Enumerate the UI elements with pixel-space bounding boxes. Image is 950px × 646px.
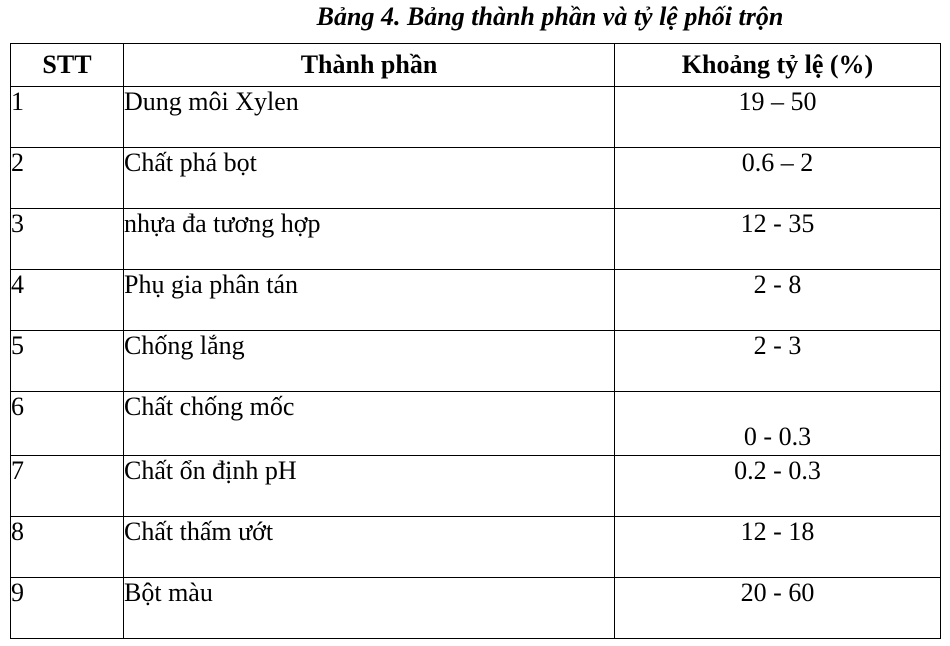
row-number: 7: [11, 456, 124, 517]
table-header-row: [11, 44, 941, 87]
ratio-range: 20 - 60: [615, 578, 941, 639]
component-name: Phụ gia phân tán: [124, 270, 615, 331]
component-name: Dung môi Xylen: [124, 87, 615, 148]
component-name: Chất chống mốc: [124, 392, 615, 456]
component-name: Chất phá bọt: [124, 148, 615, 209]
row-number: 6: [11, 392, 124, 456]
ratio-range: 0 - 0.3: [615, 392, 941, 456]
table-row: [11, 87, 941, 148]
table-row: [11, 392, 941, 456]
column-header-component: Thành phần: [124, 44, 615, 87]
ratio-range: 12 - 35: [615, 209, 941, 270]
component-name: nhựa đa tương hợp: [124, 209, 615, 270]
table-row: [11, 270, 941, 331]
table-row: [11, 517, 941, 578]
row-number: 2: [11, 148, 124, 209]
component-name: Chất ổn định pH: [124, 456, 615, 517]
ratio-range: 2 - 3: [615, 331, 941, 392]
column-header-stt: STT: [11, 44, 124, 87]
ratio-range: 0.2 - 0.3: [615, 456, 941, 517]
row-number: 9: [11, 578, 124, 639]
row-number: 8: [11, 517, 124, 578]
component-name: Chống lắng: [124, 331, 615, 392]
composition-table: [10, 43, 941, 639]
table-row: [11, 578, 941, 639]
column-header-ratio-range: Khoảng tỷ lệ (%): [615, 44, 941, 87]
row-number: 3: [11, 209, 124, 270]
ratio-range: 0.6 – 2: [615, 148, 941, 209]
ratio-range: 19 – 50: [615, 87, 941, 148]
ratio-range: 2 - 8: [615, 270, 941, 331]
component-name: Chất thấm ướt: [124, 517, 615, 578]
row-number: 5: [11, 331, 124, 392]
table-row: [11, 331, 941, 392]
table-row: [11, 456, 941, 517]
row-number: 1: [11, 87, 124, 148]
table-row: [11, 209, 941, 270]
row-number: 4: [11, 270, 124, 331]
table-row: [11, 148, 941, 209]
component-name: Bột màu: [124, 578, 615, 639]
ratio-range: 12 - 18: [615, 517, 941, 578]
table-caption: Bảng 4. Bảng thành phần và tỷ lệ phối trộn: [316, 2, 784, 31]
